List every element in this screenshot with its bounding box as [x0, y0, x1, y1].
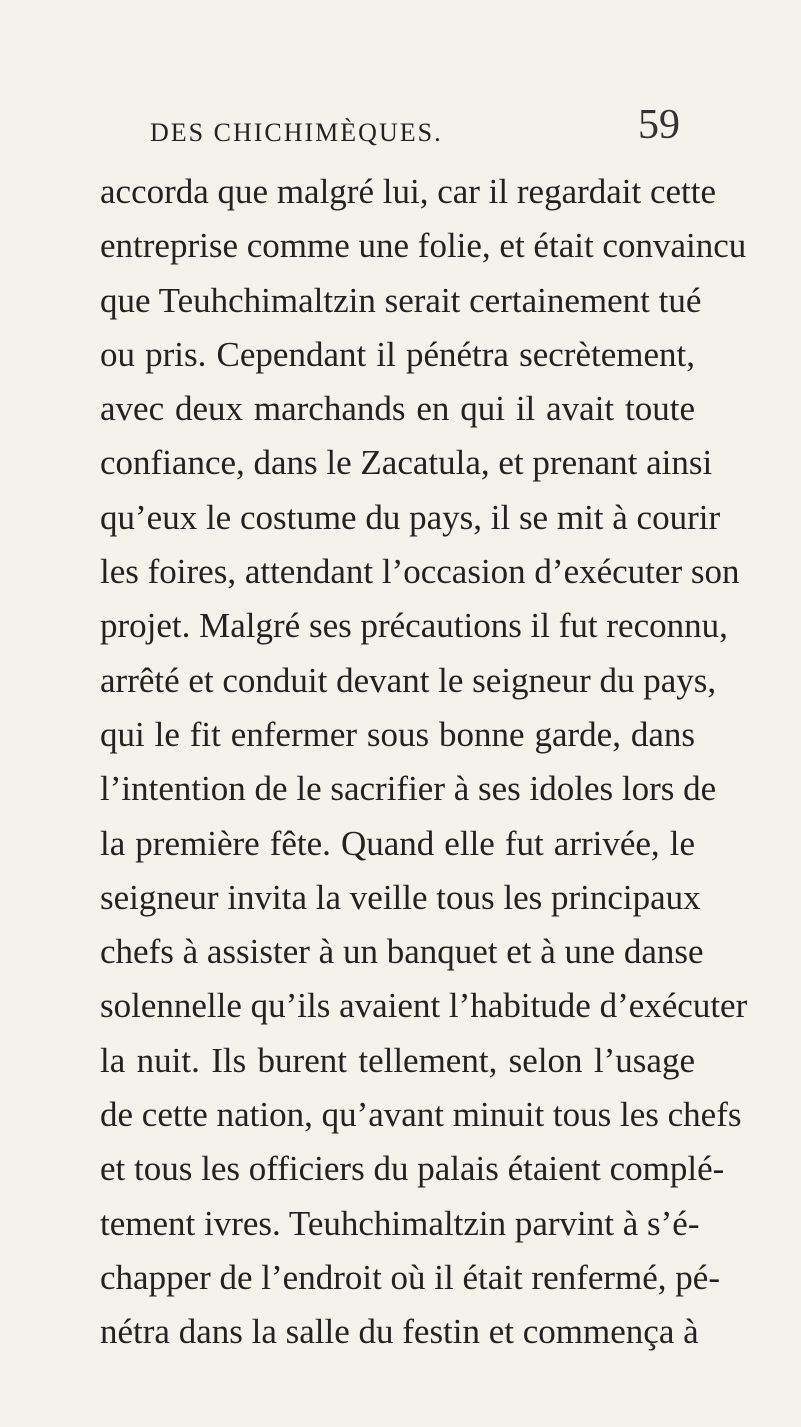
text-line: chefs à assister à un banquet et à une danse [100, 932, 704, 972]
text-line: solennelle qu’ils avaient l’habitude d’exécuter [100, 986, 748, 1026]
text-line: la première fête. Quand elle fut arrivée, le [100, 823, 695, 863]
text-line: nétra dans la salle du festin et commença à [100, 1312, 699, 1352]
text-line: les foires, attendant l’occasion d’exécuter son [100, 552, 740, 592]
page-number: 59 [638, 102, 680, 148]
text-line: arrêté et conduit devant le seigneur du pays, [100, 660, 717, 700]
text-line: tement ivres. Teuhchimaltzin parvint à s’é- [100, 1203, 700, 1243]
running-title: DES CHICHIMÈQUES. [150, 118, 443, 147]
text-line: qu’eux le costume du pays, il se mit à courir [100, 497, 721, 537]
text-line: de cette nation, qu’avant minuit tous les chefs [100, 1095, 742, 1135]
text-line: confiance, dans le Zacatula, et prenant ainsi [100, 443, 713, 483]
body-text [100, 165, 748, 1360]
text-line: que Teuhchimaltzin serait certainement tué [100, 280, 702, 320]
text-line: et tous les officiers du palais étaient complé- [100, 1149, 725, 1189]
text-line: entreprise comme une folie, et était convaincu [100, 226, 747, 266]
text-line: accorda que malgré lui, car il regardait cette [100, 172, 717, 211]
text-line: seigneur invita la veille tous les principaux [100, 877, 701, 917]
text-line: l’intention de le sacrifier à ses idoles lors de [100, 769, 717, 809]
text-line: projet. Malgré ses précautions il fut reconnu, [100, 606, 728, 646]
page-header [150, 104, 680, 154]
text-line: avec deux marchands en qui il avait toute [100, 389, 695, 429]
text-line: chapper de l’endroit où il était renfermé, pé- [100, 1257, 720, 1297]
text-line: la nuit. Ils burent tellement, selon l’usage [100, 1040, 695, 1080]
text-line: ou pris. Cependant il pénétra secrètement, [100, 334, 695, 374]
text-line: qui le fit enfermer sous bonne garde, dans [100, 714, 695, 754]
